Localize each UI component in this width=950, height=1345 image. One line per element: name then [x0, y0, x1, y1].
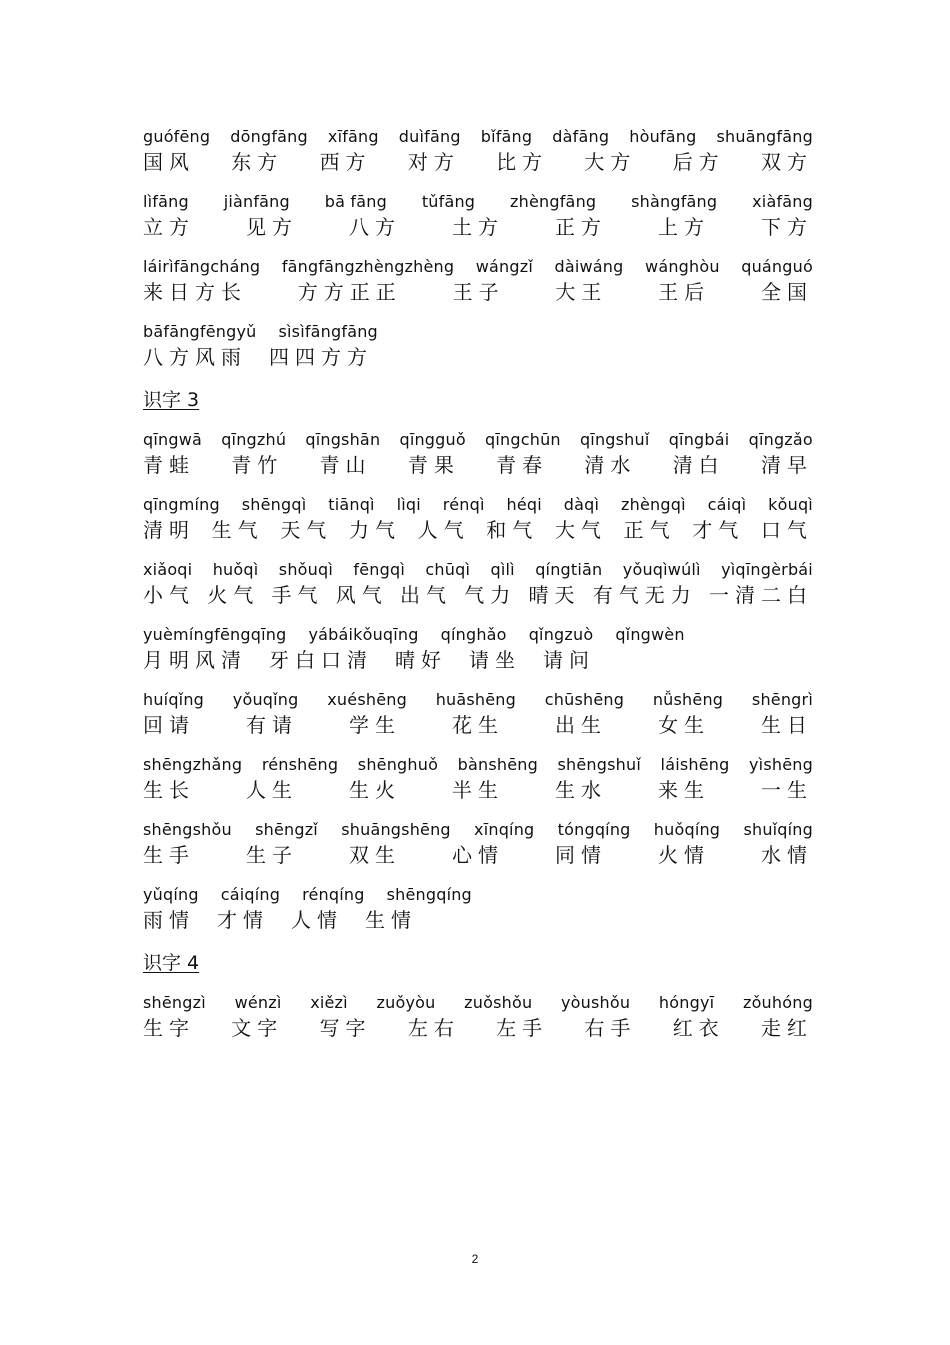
hanzi-word: 西方 — [319, 150, 372, 174]
pinyin-row — [143, 192, 813, 212]
word-group — [143, 625, 813, 675]
pinyin-word: qǐngwèn — [615, 625, 685, 644]
pinyin-row — [143, 560, 813, 580]
hanzi-word: 人情 — [291, 908, 343, 932]
pinyin-row — [143, 322, 813, 342]
pinyin-word: lìfāng — [143, 192, 189, 211]
hanzi-word: 请坐 — [469, 648, 521, 672]
word-group — [143, 755, 813, 805]
pinyin-word: qǐngzuò — [528, 625, 594, 644]
hanzi-word: 清白 — [672, 453, 725, 477]
pinyin-word: lìqi — [396, 495, 421, 514]
hanzi-word: 口气 — [760, 518, 813, 542]
pinyin-word: shǒuqì — [278, 560, 334, 579]
pinyin-word: fāngfāngzhèngzhèng — [281, 257, 455, 276]
hanzi-word: 生情 — [365, 908, 417, 932]
pinyin-word: tiānqì — [328, 495, 375, 514]
hanzi-word: 生日 — [761, 713, 813, 737]
pinyin-word: shàngfāng — [631, 192, 718, 211]
hanzi-word: 清水 — [584, 453, 637, 477]
pinyin-word: qīngbái — [668, 430, 730, 449]
hanzi-word: 出气 — [400, 583, 452, 607]
hanzi-word: 清早 — [760, 453, 813, 477]
word-group — [143, 127, 813, 177]
hanzi-word: 国风 — [143, 150, 195, 174]
pinyin-word: dàqì — [563, 495, 600, 514]
pinyin-word: huíqǐng — [143, 690, 205, 709]
hanzi-word: 力气 — [348, 518, 401, 542]
hanzi-word: 大方 — [584, 150, 637, 174]
pinyin-word: dōngfāng — [230, 127, 308, 146]
hanzi-word: 才情 — [217, 908, 269, 932]
page-number: 2 — [471, 1252, 479, 1266]
pinyin-word: kǒuqì — [768, 495, 813, 514]
hanzi-word: 文字 — [231, 1016, 284, 1040]
hanzi-word: 出生 — [555, 713, 607, 737]
hanzi-word: 左手 — [496, 1016, 549, 1040]
pinyin-word: láirìfāngcháng — [143, 257, 261, 276]
hanzi-word: 心情 — [452, 843, 504, 867]
pinyin-word: hòufāng — [629, 127, 697, 146]
hanzi-word: 青春 — [496, 453, 549, 477]
pinyin-word: guófēng — [143, 127, 211, 146]
hanzi-word: 写字 — [319, 1016, 372, 1040]
hanzi-word: 人气 — [417, 518, 470, 542]
pinyin-word: chūqì — [425, 560, 471, 579]
hanzi-row — [143, 905, 813, 935]
pinyin-word: héqi — [506, 495, 542, 514]
pinyin-word: qīngzǎo — [748, 430, 813, 449]
pinyin-word: qīngchūn — [485, 430, 561, 449]
hanzi-word: 来日方长 — [143, 280, 247, 304]
pinyin-word: bǐfāng — [480, 127, 533, 146]
pinyin-word: bāfāngfēngyǔ — [143, 322, 257, 341]
word-group — [143, 430, 813, 480]
hanzi-word: 有请 — [246, 713, 298, 737]
pinyin-word: yìqīngèrbái — [721, 560, 813, 579]
hanzi-word: 左右 — [407, 1016, 460, 1040]
pinyin-word: tóngqíng — [557, 820, 631, 839]
pinyin-word: qīngwā — [143, 430, 202, 449]
pinyin-word: wénzì — [234, 993, 282, 1012]
hanzi-word: 手气 — [271, 583, 324, 607]
hanzi-word: 全国 — [760, 280, 813, 304]
pinyin-word: láishēng — [660, 755, 730, 774]
hanzi-word: 下方 — [761, 215, 813, 239]
hanzi-word: 右手 — [584, 1016, 637, 1040]
pinyin-word: cáiqíng — [220, 885, 281, 904]
hanzi-word: 青蛙 — [143, 453, 195, 477]
pinyin-word: shēngzhǎng — [143, 755, 243, 774]
pinyin-word: qīngshān — [305, 430, 381, 449]
hanzi-word: 王子 — [452, 280, 505, 304]
pinyin-row — [143, 127, 813, 147]
hanzi-word: 对方 — [407, 150, 460, 174]
hanzi-word: 青竹 — [231, 453, 284, 477]
pinyin-row — [143, 885, 813, 905]
hanzi-word: 来生 — [658, 778, 710, 802]
hanzi-word: 生子 — [246, 843, 298, 867]
pinyin-word: yǔqíng — [143, 885, 199, 904]
hanzi-row — [143, 212, 813, 242]
hanzi-word: 回请 — [143, 713, 195, 737]
pinyin-row — [143, 495, 813, 515]
hanzi-word: 人生 — [246, 778, 298, 802]
pinyin-word: yìshēng — [749, 755, 813, 774]
pinyin-word: qīngzhú — [221, 430, 287, 449]
pinyin-word: yòushǒu — [561, 993, 631, 1012]
hanzi-word: 晴天 — [528, 583, 581, 607]
word-group — [143, 820, 813, 870]
pinyin-word: zhèngfāng — [510, 192, 597, 211]
pinyin-row — [143, 755, 813, 775]
pinyin-word: quánguó — [741, 257, 813, 276]
hanzi-word: 半生 — [452, 778, 504, 802]
hanzi-word: 立方 — [143, 215, 195, 239]
pinyin-word: chūshēng — [544, 690, 625, 709]
pinyin-word: tǔfāng — [421, 192, 476, 211]
hanzi-row — [143, 775, 813, 805]
hanzi-row — [143, 1013, 813, 1043]
hanzi-row — [143, 342, 813, 372]
hanzi-word: 一生 — [761, 778, 813, 802]
hanzi-word: 上方 — [658, 215, 710, 239]
pinyin-word: xīnqíng — [474, 820, 535, 839]
pinyin-word: huǒqíng — [653, 820, 721, 839]
pinyin-word: zuǒyòu — [376, 993, 436, 1012]
hanzi-word: 大气 — [554, 518, 607, 542]
pinyin-word: xiàfāng — [752, 192, 813, 211]
pinyin-word: xuéshēng — [327, 690, 407, 709]
hanzi-word: 后方 — [672, 150, 725, 174]
word-group — [143, 192, 813, 242]
pinyin-word: qīngshuǐ — [579, 430, 650, 449]
hanzi-word: 小气 — [143, 583, 195, 607]
pinyin-word: wánghòu — [645, 257, 720, 276]
pinyin-word: dàfāng — [552, 127, 610, 146]
hanzi-word: 四四方方 — [269, 345, 373, 369]
word-group — [143, 495, 813, 545]
pinyin-word: cáiqì — [707, 495, 747, 514]
pinyin-word: shēngrì — [751, 690, 813, 709]
pinyin-word: yábáikǒuqīng — [308, 625, 419, 644]
document-body — [143, 127, 813, 1058]
pinyin-row — [143, 820, 813, 840]
pinyin-word: yuèmíngfēngqīng — [143, 625, 287, 644]
hanzi-word: 青果 — [407, 453, 460, 477]
hanzi-word: 王后 — [658, 280, 711, 304]
hanzi-word: 学生 — [349, 713, 401, 737]
hanzi-word: 雨情 — [143, 908, 195, 932]
pinyin-word: zǒuhóng — [742, 993, 813, 1012]
hanzi-row — [143, 450, 813, 480]
pinyin-word: sìsìfāngfāng — [278, 322, 378, 341]
word-group — [143, 690, 813, 740]
pinyin-word: bànshēng — [457, 755, 538, 774]
pinyin-word: xiǎoqi — [143, 560, 193, 579]
pinyin-word: shuǐqíng — [743, 820, 813, 839]
pinyin-word: wángzǐ — [475, 257, 533, 276]
hanzi-word: 大王 — [555, 280, 608, 304]
hanzi-word: 月明风清 — [143, 648, 247, 672]
word-group — [143, 322, 813, 372]
pinyin-word: shuāngfāng — [716, 127, 813, 146]
hanzi-word: 同情 — [555, 843, 607, 867]
hanzi-word: 方方正正 — [297, 280, 402, 304]
pinyin-word: dàiwáng — [554, 257, 624, 276]
pinyin-word: xiězì — [310, 993, 348, 1012]
pinyin-word: qínghǎo — [440, 625, 507, 644]
pinyin-word: hóngyī — [658, 993, 715, 1012]
hanzi-word: 火气 — [207, 583, 260, 607]
hanzi-row — [143, 710, 813, 740]
pinyin-word: qīngmíng — [143, 495, 220, 514]
hanzi-row — [143, 840, 813, 870]
hanzi-word: 风气 — [335, 583, 388, 607]
word-group — [143, 257, 813, 307]
hanzi-word: 清明 — [143, 518, 195, 542]
pinyin-word: shēnghuǒ — [357, 755, 439, 774]
hanzi-word: 生水 — [555, 778, 607, 802]
pinyin-word: rénqì — [442, 495, 485, 514]
hanzi-word: 牙白口清 — [269, 648, 373, 672]
hanzi-word: 土方 — [452, 215, 504, 239]
pinyin-word: rénshēng — [261, 755, 339, 774]
pinyin-row — [143, 625, 813, 645]
hanzi-word: 天气 — [280, 518, 333, 542]
hanzi-word: 气力 — [464, 583, 517, 607]
hanzi-word: 青山 — [319, 453, 372, 477]
hanzi-word: 有气无力 — [592, 583, 697, 607]
hanzi-word: 双生 — [349, 843, 401, 867]
hanzi-row — [143, 515, 813, 545]
hanzi-word: 见方 — [246, 215, 298, 239]
hanzi-word: 正气 — [623, 518, 676, 542]
pinyin-word: shēngqì — [241, 495, 307, 514]
section-heading: 识字 4 — [143, 952, 200, 974]
hanzi-word: 请问 — [543, 648, 595, 672]
pinyin-word: shēngshǒu — [143, 820, 232, 839]
hanzi-word: 正方 — [555, 215, 607, 239]
pinyin-word: shēngqíng — [386, 885, 472, 904]
pinyin-word: zhèngqì — [621, 495, 686, 514]
hanzi-word: 水情 — [761, 843, 813, 867]
pinyin-word: rénqíng — [302, 885, 365, 904]
pinyin-word: huǒqì — [212, 560, 259, 579]
word-group — [143, 560, 813, 610]
hanzi-row — [143, 580, 813, 610]
pinyin-word: qīngguǒ — [399, 430, 466, 449]
hanzi-word: 生手 — [143, 843, 195, 867]
pinyin-word: nǚshēng — [652, 690, 724, 709]
hanzi-word: 才气 — [692, 518, 745, 542]
hanzi-word: 八方 — [349, 215, 401, 239]
hanzi-word: 火情 — [658, 843, 710, 867]
hanzi-word: 生长 — [143, 778, 195, 802]
pinyin-word: yǒuqìwúlì — [622, 560, 701, 579]
pinyin-word: xīfāng — [327, 127, 379, 146]
pinyin-row — [143, 257, 813, 277]
hanzi-word: 走红 — [760, 1016, 813, 1040]
pinyin-word: qíngtiān — [535, 560, 603, 579]
pinyin-word: shēngzǐ — [255, 820, 318, 839]
hanzi-word: 生字 — [143, 1016, 195, 1040]
pinyin-word: shēngshuǐ — [557, 755, 641, 774]
word-group — [143, 993, 813, 1043]
hanzi-word: 东方 — [231, 150, 284, 174]
pinyin-row — [143, 993, 813, 1013]
hanzi-word: 一清二白 — [709, 583, 813, 607]
pinyin-word: shēngzì — [143, 993, 206, 1012]
pinyin-word: jiànfāng — [223, 192, 290, 211]
pinyin-word: zuǒshǒu — [464, 993, 533, 1012]
pinyin-row — [143, 690, 813, 710]
word-group — [143, 885, 813, 935]
hanzi-word: 双方 — [760, 150, 813, 174]
hanzi-word: 比方 — [496, 150, 549, 174]
pinyin-word: qìlì — [490, 560, 515, 579]
pinyin-word: huāshēng — [435, 690, 517, 709]
hanzi-word: 晴好 — [395, 648, 447, 672]
hanzi-row — [143, 645, 813, 675]
pinyin-row — [143, 430, 813, 450]
hanzi-word: 和气 — [486, 518, 539, 542]
section-heading: 识字 3 — [143, 389, 200, 411]
hanzi-word: 生气 — [211, 518, 264, 542]
hanzi-row — [143, 277, 813, 307]
hanzi-word: 生火 — [349, 778, 401, 802]
hanzi-word: 八方风雨 — [143, 345, 247, 369]
hanzi-row — [143, 147, 813, 177]
pinyin-word: fēngqì — [353, 560, 405, 579]
pinyin-word: duìfāng — [398, 127, 461, 146]
pinyin-word: shuāngshēng — [341, 820, 451, 839]
hanzi-word: 红衣 — [672, 1016, 725, 1040]
pinyin-word: bā fāng — [324, 192, 387, 211]
hanzi-word: 花生 — [452, 713, 504, 737]
pinyin-word: yǒuqǐng — [232, 690, 299, 709]
hanzi-word: 女生 — [658, 713, 710, 737]
